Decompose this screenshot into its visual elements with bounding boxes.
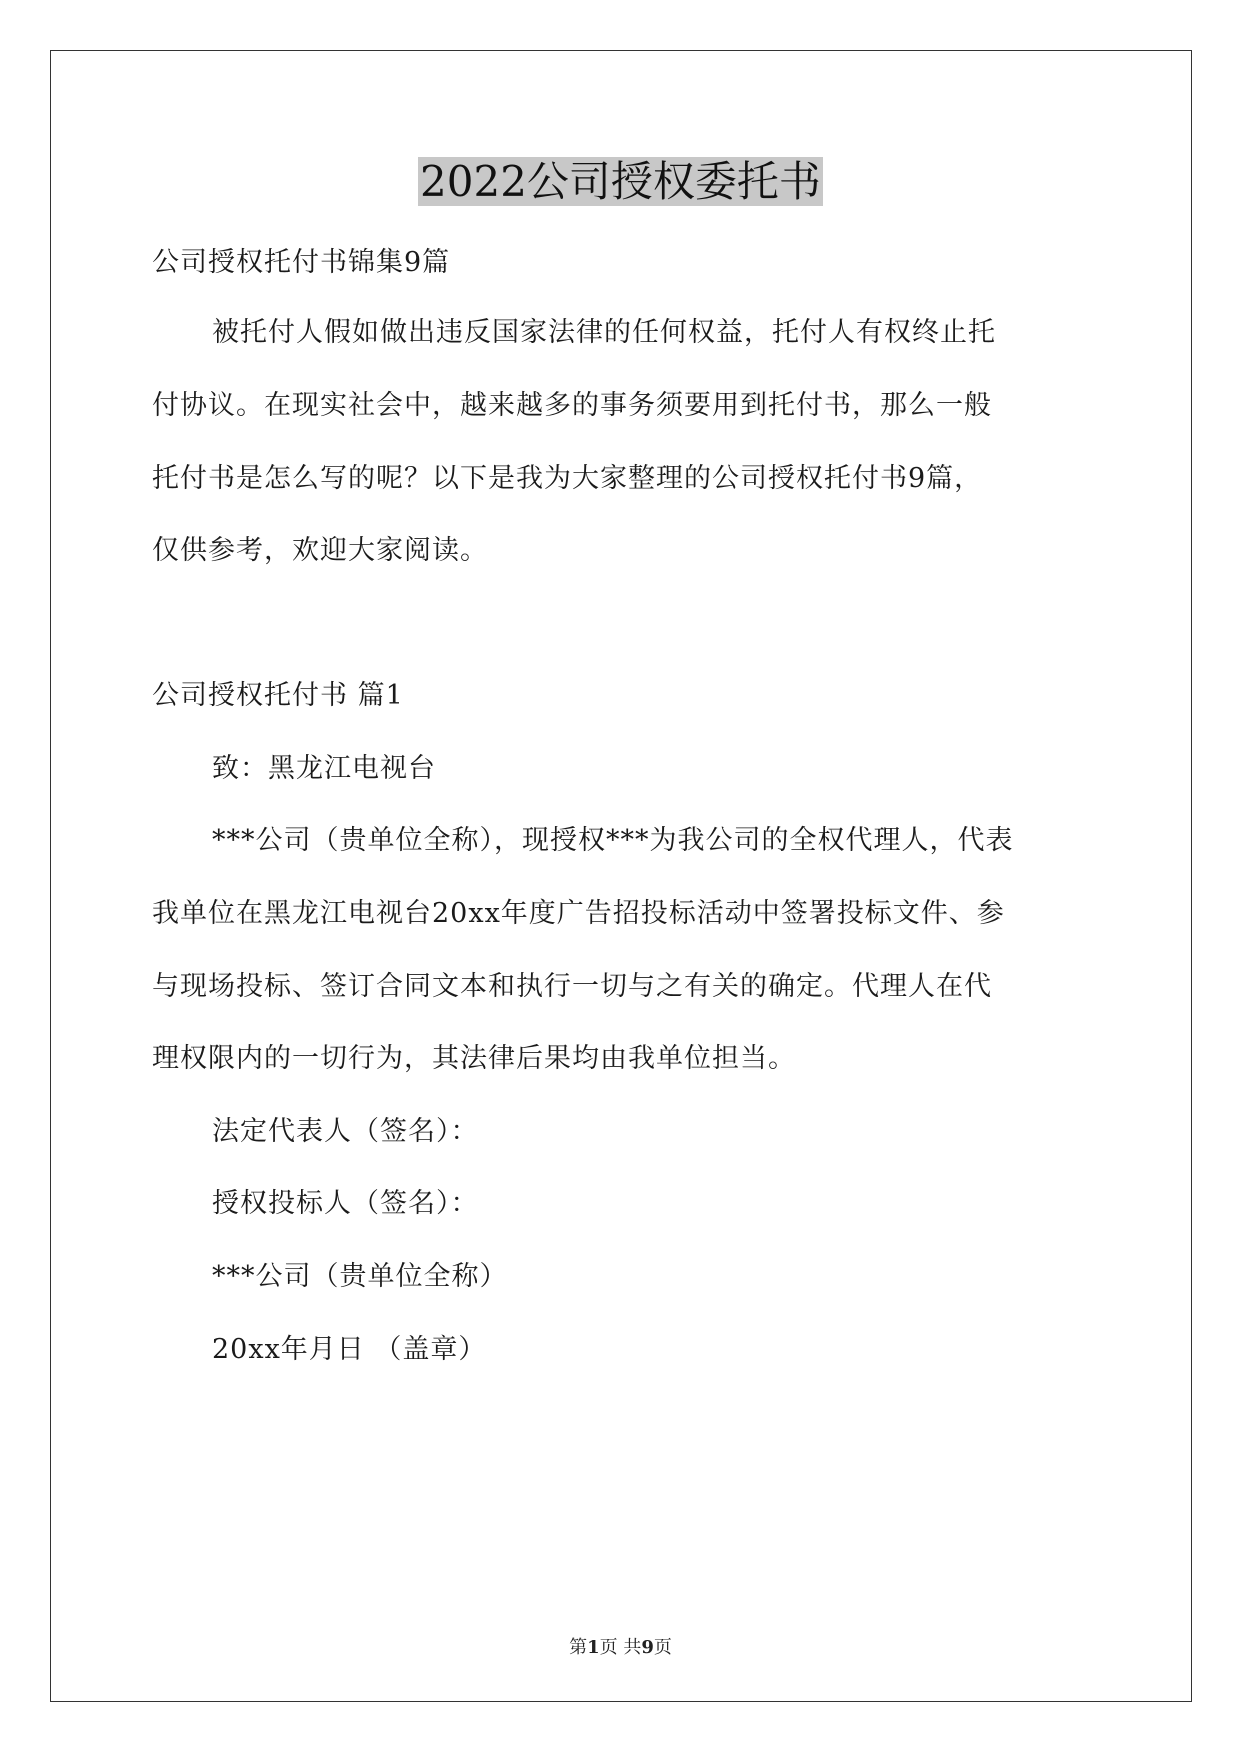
footer-middle: 页 共 — [599, 1637, 642, 1658]
intro-line-1: 被托付人假如做出违反国家法律的任何权益，托付人有权终止托 — [212, 317, 996, 348]
intro-heading: 公司授权托付书锦集9篇 — [152, 247, 451, 278]
footer-page-number: 1 — [587, 1637, 600, 1658]
section1-addressee: 致：黑龙江电视台 — [212, 753, 436, 784]
section1-body-line-1: ***公司（贵单位全称），现授权***为我公司的全权代理人，代表 — [212, 825, 1014, 856]
intro-line-4: 仅供参考，欢迎大家阅读。 — [152, 535, 488, 566]
section1-body-line-4: 理权限内的一切行为，其法律后果均由我单位担当。 — [152, 1043, 796, 1074]
document-title-container — [0, 154, 1241, 210]
intro-line-3: 托付书是怎么写的呢？以下是我为大家整理的公司授权托付书9篇， — [152, 463, 983, 494]
footer-suffix: 页 — [653, 1637, 672, 1658]
page-footer — [0, 1636, 1241, 1660]
date-and-seal: 20xx年月日 （盖章） — [212, 1334, 487, 1365]
company-name: ***公司（贵单位全称） — [212, 1261, 508, 1292]
page-border — [50, 50, 1192, 1702]
footer-total-pages: 9 — [641, 1637, 654, 1658]
section1-body-line-2: 我单位在黑龙江电视台20xx年度广告招投标活动中签署投标文件、参 — [152, 898, 1005, 929]
legal-representative-signature: 法定代表人（签名）： — [212, 1116, 479, 1147]
intro-line-2: 付协议。在现实社会中，越来越多的事务须要用到托付书，那么一般 — [152, 390, 992, 421]
footer-prefix: 第 — [569, 1637, 588, 1658]
document-title: 2022公司授权委托书 — [420, 157, 821, 206]
bid-agent-signature: 授权投标人（签名）： — [212, 1188, 479, 1219]
section1-heading: 公司授权托付书 篇1 — [152, 680, 404, 711]
section1-body-line-3: 与现场投标、签订合同文本和执行一切与之有关的确定。代理人在代 — [152, 971, 992, 1002]
